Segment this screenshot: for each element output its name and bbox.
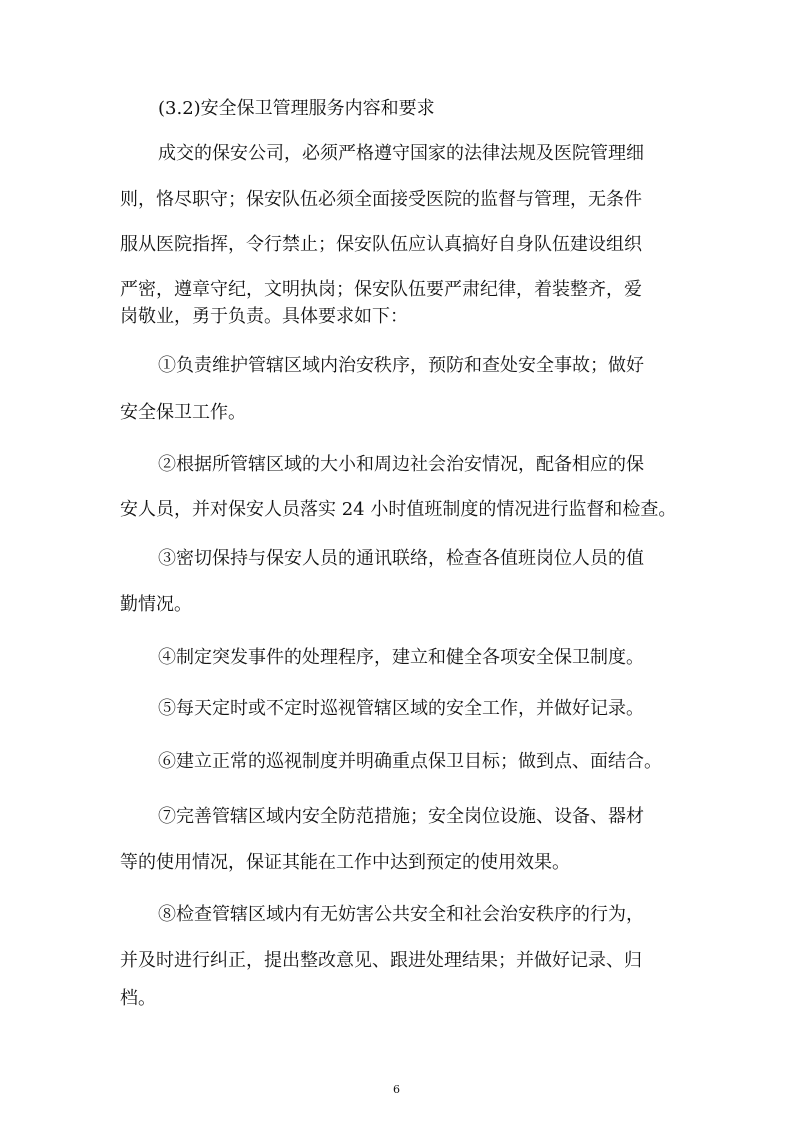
list-item-3-line: ③密切保持与保安人员的通讯联络，检查各值班岗位人员的值	[158, 548, 644, 569]
list-item-6-line: ⑥建立正常的巡视制度并明确重点保卫目标；做到点、面结合。	[158, 751, 662, 772]
list-item-8-line: ⑧检查管辖区域内有无妨害公共安全和社会治安秩序的行为，	[158, 904, 644, 925]
list-item-8-line: 档。	[120, 988, 156, 1009]
list-item-2-line: ②根据所管辖区域的大小和周边社会治安情况，配备相应的保	[158, 454, 644, 475]
list-item-2-line: 安人员，并对保安人员落实 24 小时值班制度的情况进行监督和检查。	[120, 499, 677, 520]
intro-line: 服从医院指挥，令行禁止；保安队伍应认真搞好自身队伍建设组织	[120, 234, 642, 255]
list-item-5-line: ⑤每天定时或不定时巡视管辖区域的安全工作，并做好记录。	[158, 698, 644, 719]
intro-line: 严密，遵章守纪，文明执岗；保安队伍要严肃纪律，着装整齐，爱	[120, 279, 642, 300]
list-item-1-line: ①负责维护管辖区域内治安秩序，预防和查处安全事故；做好	[158, 355, 644, 376]
intro-line: 岗敬业，勇于负责。具体要求如下：	[120, 306, 408, 327]
list-item-8-line: 并及时进行纠正，提出整改意见、跟进处理结果；并做好记录、归	[120, 950, 642, 971]
list-item-7-line: 等的使用情况，保证其能在工作中达到预定的使用效果。	[120, 852, 570, 873]
intro-line: 成交的保安公司，必须严格遵守国家的法律法规及医院管理细	[158, 143, 644, 164]
list-item-3-line: 勤情况。	[120, 594, 192, 615]
list-item-4-line: ④制定突发事件的处理程序，建立和健全各项安全保卫制度。	[158, 647, 644, 668]
list-item-1-line: 安全保卫工作。	[120, 402, 246, 423]
section-heading: (3.2)安全保卫管理服务内容和要求	[158, 98, 435, 119]
intro-line: 则，恪尽职守；保安队伍必须全面接受医院的监督与管理，无条件	[120, 189, 642, 210]
list-item-7-line: ⑦完善管辖区域内安全防范措施；安全岗位设施、设备、器材	[158, 806, 644, 827]
page-number: 6	[393, 1083, 400, 1096]
